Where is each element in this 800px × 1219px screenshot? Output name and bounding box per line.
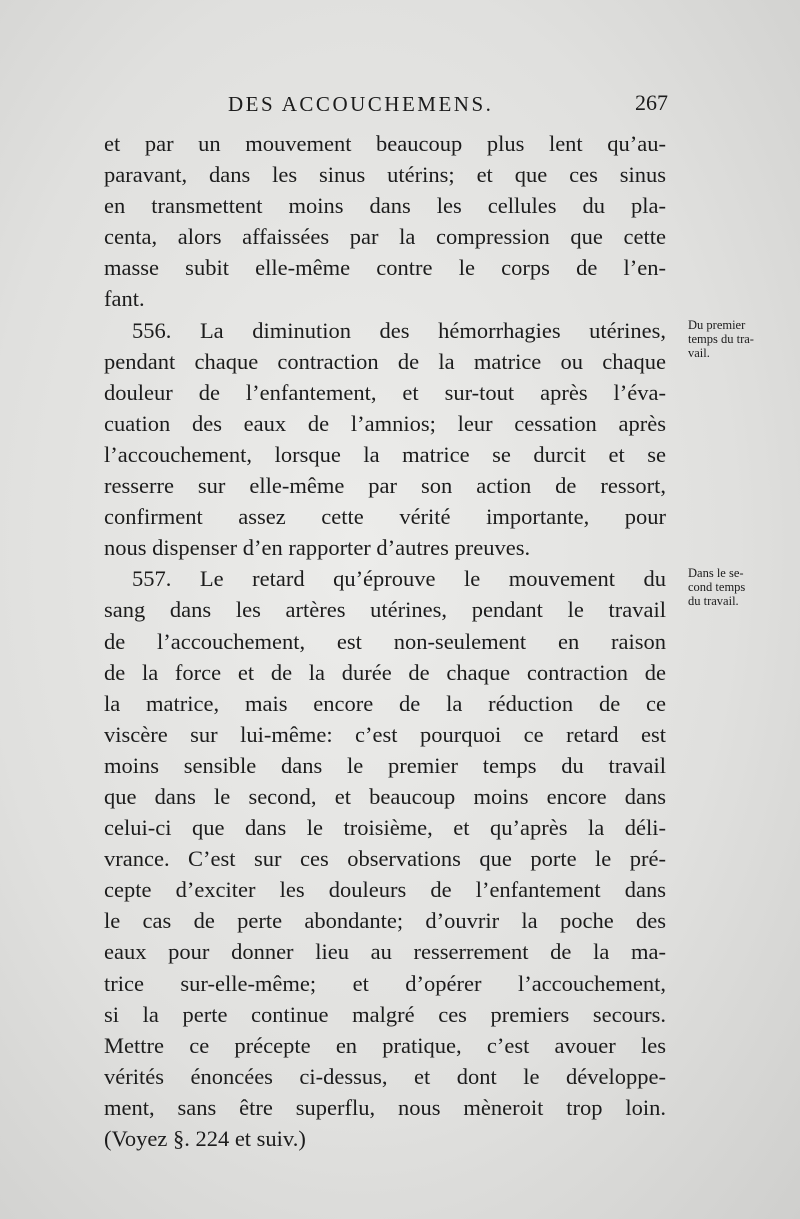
text-line: le cas de perte abondante; d’ouvrir la poche des (104, 908, 666, 934)
text-line: trice sur-elle-même; et d’opérer l’accouchement, (104, 970, 666, 996)
body-text (104, 128, 666, 1154)
text-line: confirment assez cette vérité importante, pour (104, 504, 666, 530)
reference-line: (Voyez §. 224 et suiv.) (104, 1126, 306, 1151)
text-line: cepte d’exciter les douleurs de l’enfantement dans (104, 877, 666, 903)
text-line: fant. (104, 286, 145, 312)
paragraph-556-start: 556. La diminution des hémorrhagies utérines, (132, 317, 666, 343)
paragraph-557-start: 557. Le retard qu’éprouve le mouvement du (132, 566, 666, 592)
margin-note-line: vail. (688, 346, 710, 360)
margin-note-line: Dans le se- (688, 566, 744, 580)
text-line: centa, alors affaissées par la compression que cette (104, 224, 666, 250)
text-line: cuation des eaux de l’amnios; leur cessation après (104, 410, 666, 436)
text-line: de l’accouchement, est non-seulement en raison (104, 628, 666, 654)
text-line: viscère sur lui-même: c’est pourquoi ce retard est (104, 721, 666, 747)
text-line: masse subit elle-même contre le corps de l’en- (104, 255, 666, 281)
text-line: que dans le second, et beaucoup moins encore dans (104, 783, 666, 809)
text-line: vrance. C’est sur ces observations que porte le pré- (104, 846, 666, 872)
text-line: moins sensible dans le premier temps du travail (104, 752, 666, 778)
text-line: resserre sur elle-même par son action de ressort, (104, 473, 666, 499)
text-line: si la perte continue malgré ces premiers secours. (104, 1001, 666, 1027)
text-line: douleur de l’enfantement, et sur-tout après l’éva- (104, 379, 666, 405)
margin-note-line: temps du tra- (688, 332, 754, 346)
text-line: de la force et de la durée de chaque contraction de (104, 659, 666, 685)
text-line: eaux pour donner lieu au resserrement de la ma- (104, 939, 666, 965)
margin-note-second-temps (688, 566, 788, 608)
text-line: en transmettent moins dans les cellules du pla- (104, 193, 666, 219)
margin-note-line: Du premier (688, 318, 746, 332)
page-number: 267 (635, 90, 668, 115)
text-line: celui-ci que dans le troisième, et qu’après la déli- (104, 815, 666, 841)
margin-note-premier-temps (688, 318, 788, 360)
text-line: Mettre ce précepte en pratique, c’est avouer les (104, 1032, 666, 1058)
text-line: ment, sans être superflu, nous mèneroit trop loin. (104, 1094, 666, 1120)
text-line: pendant chaque contraction de la matrice ou chaque (104, 348, 666, 374)
text-line: la matrice, mais encore de la réduction de ce (104, 690, 666, 716)
text-line: sang dans les artères utérines, pendant le travail (104, 597, 666, 623)
margin-note-line: cond temps (688, 580, 746, 594)
text-line: paravant, dans les sinus utérins; et que ces sinus (104, 162, 666, 188)
margin-note-line: du travail. (688, 594, 739, 608)
text-line: vérités énoncées ci-dessus, et dont le développe- (104, 1063, 666, 1089)
text-line: et par un mouvement beaucoup plus lent qu’au- (104, 131, 666, 156)
page-header (228, 90, 668, 126)
text-line: l’accouchement, lorsque la matrice se durcit et se (104, 441, 666, 467)
running-title: DES ACCOUCHEMENS. (228, 92, 494, 116)
text-line: nous dispenser d’en rapporter d’autres preuves. (104, 535, 531, 561)
